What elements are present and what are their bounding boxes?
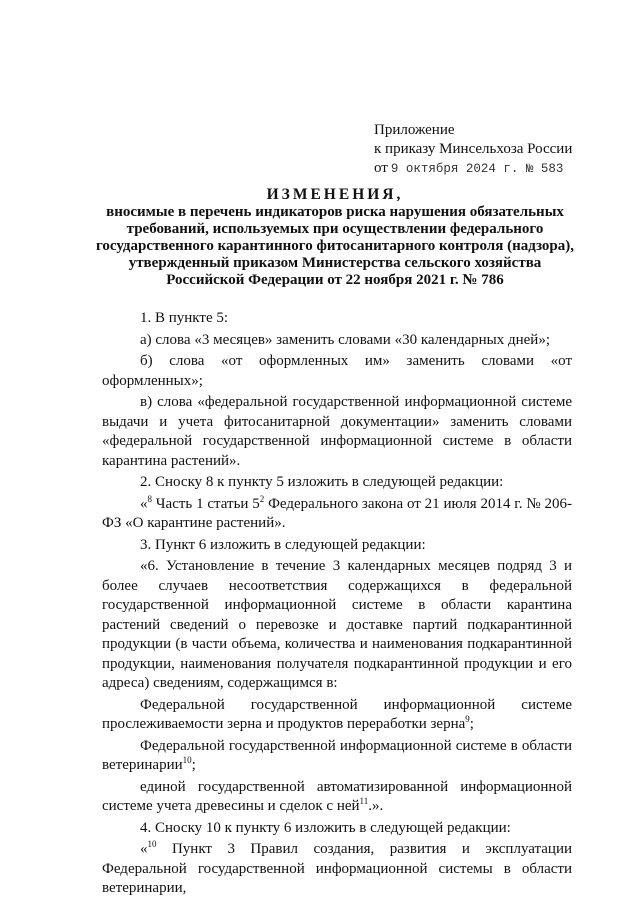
subtitle-line: Российской Федерации от 22 ноября 2021 г. № 786 — [166, 272, 504, 288]
item-end: ; — [469, 716, 474, 732]
approval-line-2: к приказу Минсельхоза России — [374, 141, 573, 157]
approval-date-line — [374, 159, 572, 179]
approval-line-1: Приложение — [374, 122, 455, 138]
approval-date-prefix: от — [374, 160, 388, 176]
item-end: .». — [368, 798, 384, 814]
paragraph-3-quote: «6. Установление в течение 3 календарных месяцев подряд 3 и более случаев несоответствия содержащихся в федеральной государственной информационной системе в области карантина растений сведений о перевозке и доставке партий подкарантинной продукции (в части объема, количества и наименования подкарантинной продукции, наименования получателя подкарантинной продукции и его адреса) сведениям, содержащимся в: — [102, 558, 572, 691]
paragraph-1: 1. В пункте 5: — [140, 310, 229, 326]
subtitle-line: вносимые в перечень индикаторов риска нарушения обязательных — [106, 204, 564, 220]
paragraph-2-quote — [102, 495, 572, 534]
paragraph-1a: а) слова «3 месяцев» заменить словами «30 календарных дней»; — [140, 331, 551, 348]
item-text: Федеральной государственной информационной системе прослеживаемости зерна и продуктов переработки зерна — [102, 696, 572, 732]
paragraph-3-item-2 — [102, 737, 572, 776]
document-title-block — [70, 186, 600, 289]
paragraph-1c: в) слова «федеральной государственной информационной системе выдачи и учета фитосанитарной документации» заменить словами «федеральной государственной информационной системе в области карантина растений». — [102, 394, 572, 469]
quote-open: « — [140, 841, 148, 857]
paragraph-4: 4. Сноску 10 к пункту 6 изложить в следующей редакции: — [140, 819, 511, 836]
paragraph-3-item-1 — [102, 696, 572, 735]
item-text: единой государственной автоматизированной информационной системе учета древесины и сделок с ней — [102, 778, 572, 814]
footnote-marker: 10 — [182, 755, 192, 765]
paragraph-4-quote — [102, 840, 572, 899]
footnote-marker: 11 — [359, 796, 369, 806]
paragraph-1b: б) слова «от оформленных им» заменить словами «от оформленных»; — [102, 353, 572, 389]
quote-text-b: Федерального закона от 21 июля 2014 г. № 206-ФЗ «О карантине растений». — [102, 495, 572, 531]
item-end: ; — [191, 757, 196, 773]
footnote-marker: 10 — [147, 839, 157, 849]
document-title: ИЗМЕНЕНИЯ, — [266, 186, 404, 203]
footnote-marker: 8 — [147, 493, 152, 504]
paragraph-3: 3. Пункт 6 изложить в следующей редакции: — [140, 536, 426, 553]
approval-stamp — [374, 121, 572, 179]
approval-date-value: 9 октября 2024 г. № 583 — [390, 162, 564, 176]
superscript: 2 — [259, 493, 265, 504]
subtitle-line: утвержденный приказом Министерства сельского хозяйства — [128, 255, 542, 271]
footnote-marker: 9 — [465, 714, 470, 724]
paragraph-3-item-3 — [102, 778, 572, 817]
document-body — [102, 309, 572, 899]
quote-text-a: Часть 1 статьи 5 — [152, 495, 260, 512]
quote-text: Пункт 3 Правил создания, развития и эксплуатации Федеральной государственной информационной системы в области ветеринарии, — [102, 841, 572, 896]
quote-open: « — [140, 495, 148, 512]
subtitle-line: требований, используемых при осуществлении федерального — [126, 221, 544, 237]
item-text: Федеральной государственной информационной системе в области ветеринарии — [102, 737, 572, 773]
subtitle-line: государственного карантинного фитосанитарного контроля (надзора), — [95, 238, 575, 254]
paragraph-2: 2. Сноску 8 к пункту 5 изложить в следующей редакции: — [140, 474, 504, 490]
